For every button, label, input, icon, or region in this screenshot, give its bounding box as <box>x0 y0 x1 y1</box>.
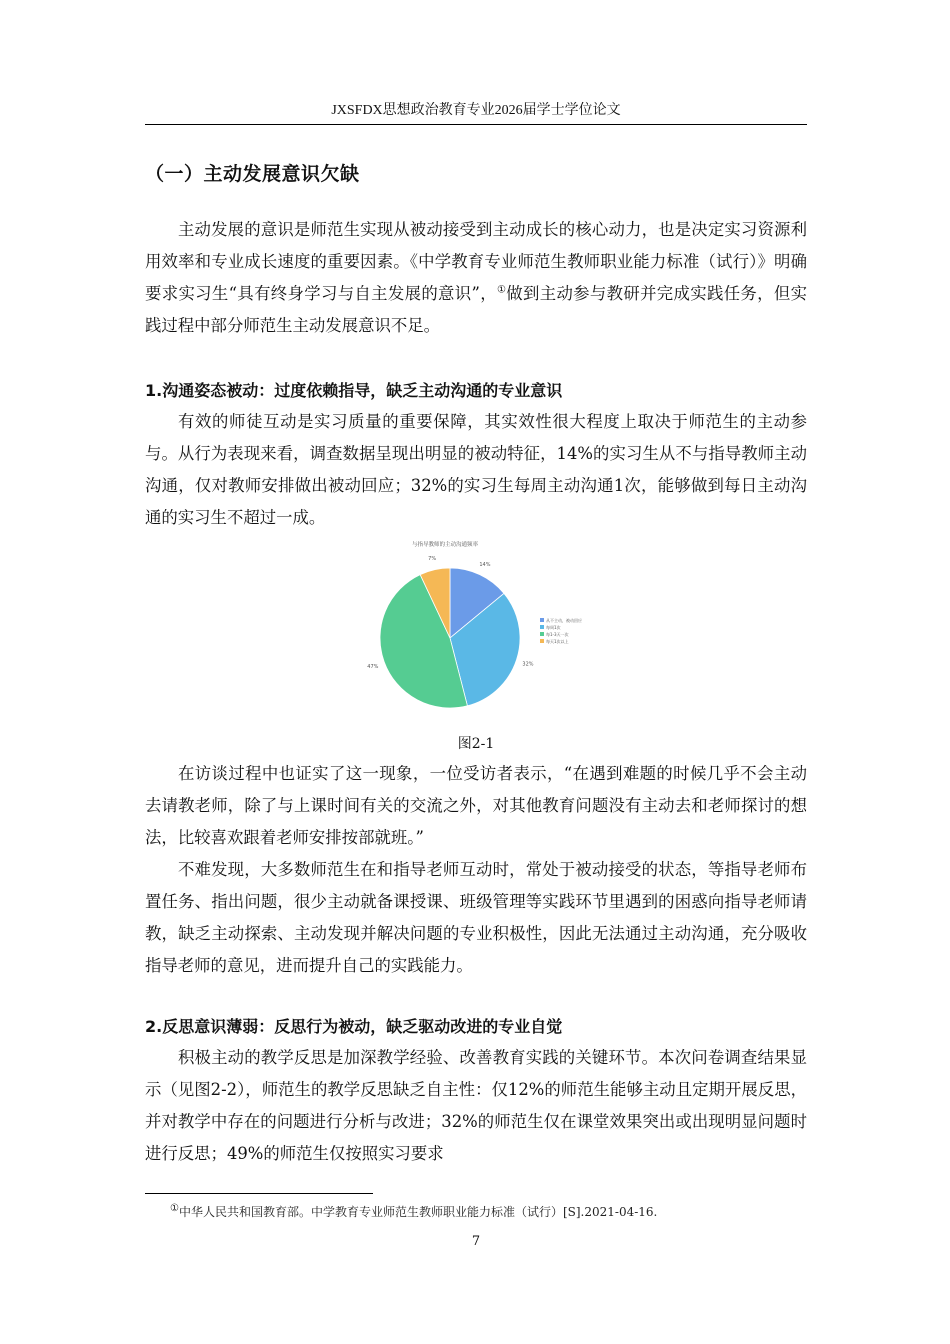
footnote <box>170 1203 657 1220</box>
footnote-ref[interactable]: ① <box>496 284 507 296</box>
paragraph-5: 积极主动的教学反思是加深教学经验、改善教育实践的关键环节。本次问卷调查结果显示（见图2-2），师范生的教学反思缺乏自主性：仅12%的师范生能够主动且定期开展反思，并对教学中存在的问题进行分析与改进；32%的师范生仅在课堂效果突出或出现明显问题时进行反思；49%的师范生仅按照实习要求 <box>145 1048 807 1163</box>
legend-swatch-2 <box>540 625 544 629</box>
legend-label-3: 每1-3天一次 <box>546 632 569 637</box>
legend-label-4: 每天1次以上 <box>546 639 569 644</box>
footnote-marker: ① <box>170 1203 179 1214</box>
slice-label-1: 14% <box>479 561 491 568</box>
header-rule <box>145 124 807 125</box>
chart-title: 与指导教师的主动沟通频率 <box>411 542 479 548</box>
paragraph-2: 有效的师徒互动是实习质量的重要保障，其实效性很大程度上取决于师范生的主动参与。从行为表现来看，调查数据呈现出明显的被动特征，14%的实习生从不与指导教师主动沟通，仅对教师安排做出被动回应；32%的实习生每周主动沟通1次，能够做到每日主动沟通的实习生不超过一成。 <box>145 412 807 527</box>
paragraph-1-text: 主动发展的意识是师范生实现从被动接受到主动成长的核心动力，也是决定实习资源利用效率和专业成长速度的重要因素。《中学教育专业师范生教师职业能力标准（试行）》明确要求实习生“具有终身学习与自主发展的意识”， <box>145 220 807 303</box>
legend-swatch-4 <box>540 639 544 643</box>
pie-chart <box>367 538 582 718</box>
paragraph-4: 不难发现，大多数师范生在和指导老师互动时，常处于被动接受的状态，等指导老师布置任务、指出问题，很少主动就备课授课、班级管理等实践环节里遇到的困惑向指导老师请教，缺乏主动探索、主动发现并解决问题的专业积极性，因此无法通过主动沟通，充分吸收指导老师的意见，进而提升自己的实践能力。 <box>145 860 807 975</box>
subheading-1: 1.沟通姿态被动：过度依赖指导，缺乏主动沟通的专业意识 <box>145 381 563 400</box>
slice-label-4: 7% <box>428 555 437 562</box>
legend-label-1: 从不主动，被动回应 <box>546 618 582 623</box>
slice-label-3: 47% <box>367 663 379 670</box>
page-header: JXSFDX思想政治教育专业2026届学士学位论文 <box>331 103 621 118</box>
legend-swatch-3 <box>540 632 544 636</box>
slice-label-2: 32% <box>522 661 534 668</box>
legend-swatch-1 <box>540 618 544 622</box>
footnote-rule <box>145 1193 373 1194</box>
page-number: 7 <box>471 1234 481 1249</box>
section-title: （一）主动发展意识欠缺 <box>145 163 360 185</box>
paragraph-3: 在访谈过程中也证实了这一现象，一位受访者表示，“在遇到难题的时候几乎不会主动去请教老师，除了与上课时间有关的交流之外，对其他教育问题没有主动去和老师探讨的想法，比较喜欢跟着老师安排按部就班。” <box>145 764 807 847</box>
footnote-text: 中华人民共和国教育部。中学教育专业师范生教师职业能力标准（试行）[S].2021-04-16. <box>178 1205 658 1219</box>
legend-label-2: 每周1次 <box>546 625 561 630</box>
figure-caption: 图2-1 <box>457 736 495 752</box>
paragraph-1-tail: 做到主动参与教研并完成实践任务，但实践过程中部分师范生主动发展意识不足。 <box>145 284 808 335</box>
paragraph-1 <box>145 214 807 342</box>
subheading-2: 2.反思意识薄弱：反思行为被动，缺乏驱动改进的专业自觉 <box>145 1017 563 1036</box>
